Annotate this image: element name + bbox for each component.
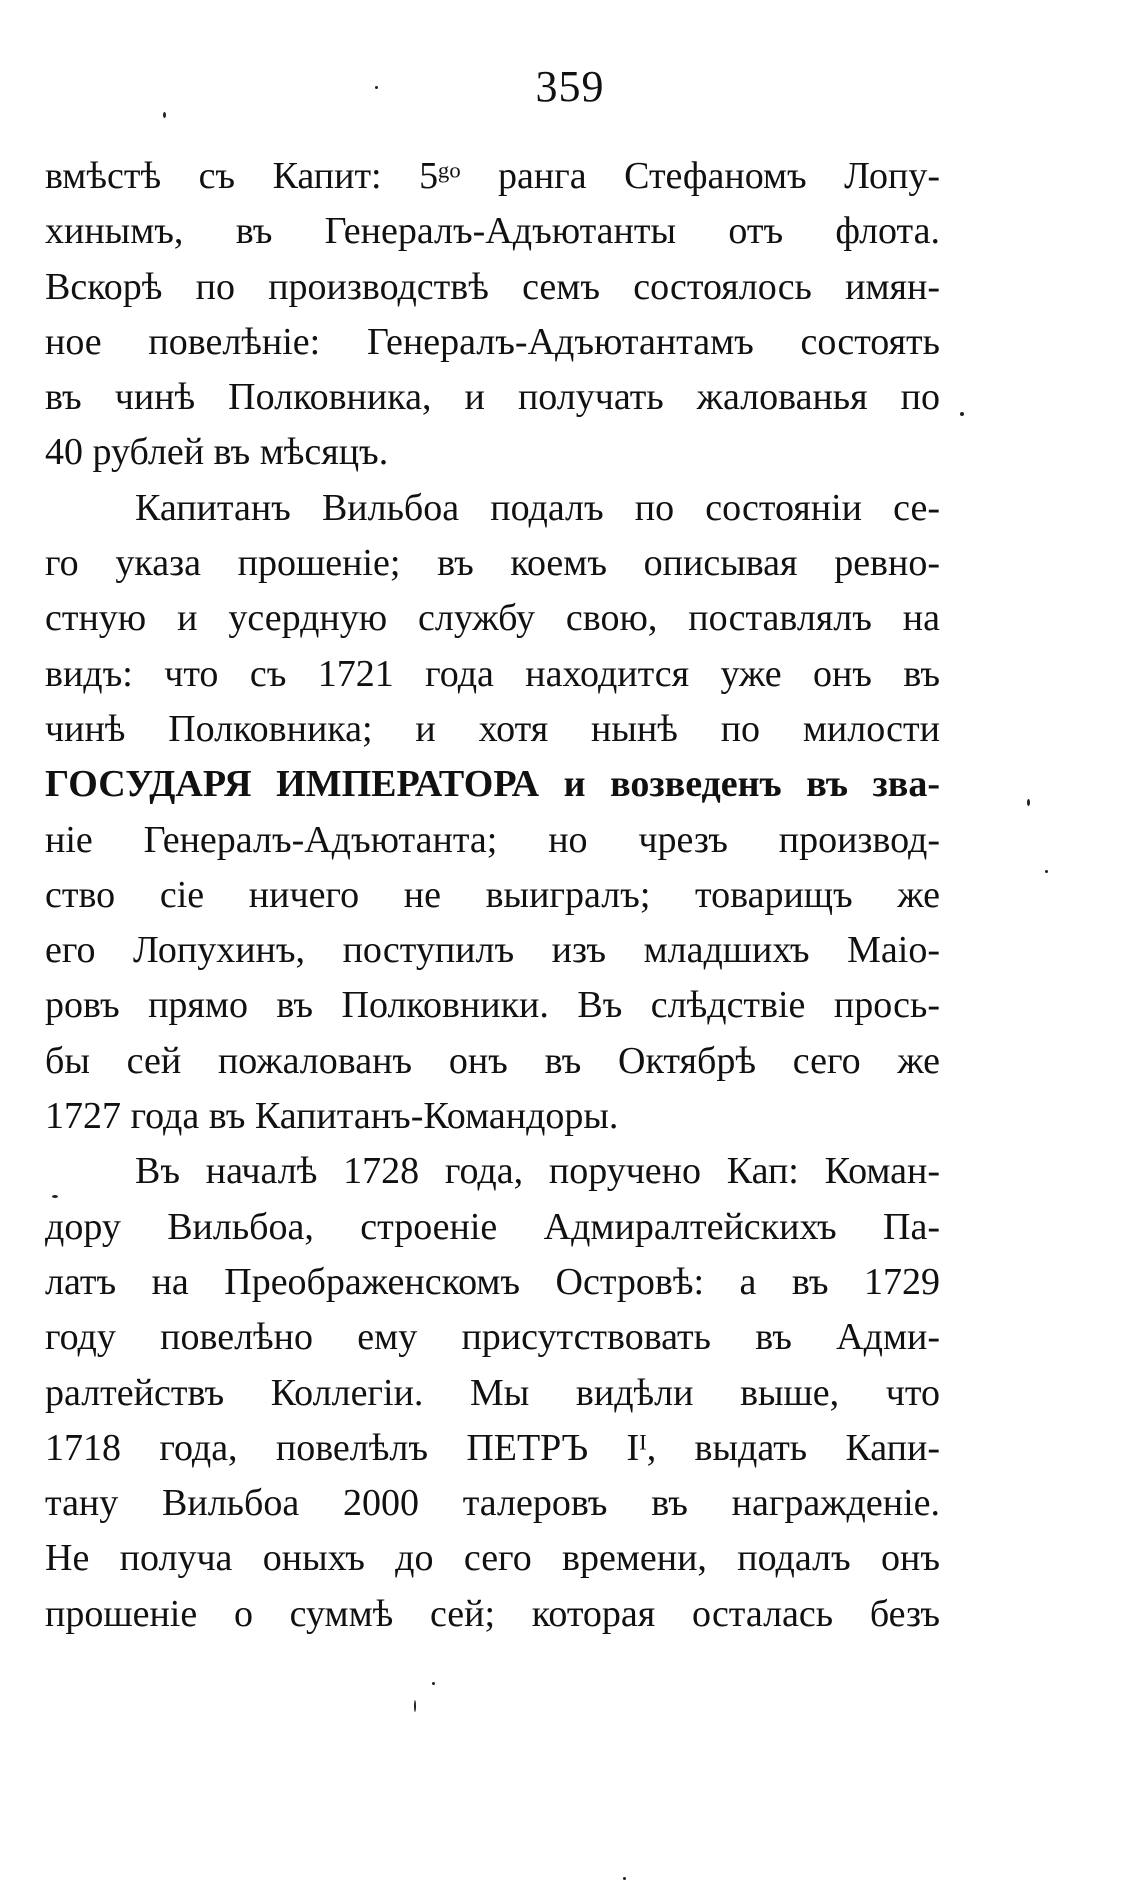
print-speck bbox=[52, 1195, 58, 1198]
text-line: Не получа оныхъ до сего времени, подалъ онъ bbox=[45, 1537, 940, 1580]
text-line: прошеніе о суммѣ сей; которая осталась безъ bbox=[45, 1592, 940, 1635]
text-line: его Лопухинъ, поступилъ изъ младшихъ Маіо- bbox=[45, 929, 940, 972]
text-line: Вскорѣ по производствѣ семъ состоялось имян- bbox=[45, 265, 940, 308]
text-line: году повелѣно ему присутствовать въ Адми- bbox=[45, 1316, 940, 1359]
text-line: чинѣ Полковника; и хотя нынѣ по милости bbox=[45, 707, 940, 750]
paragraph-first-line: Капитанъ Вильбоа подалъ по состояніи се- bbox=[135, 486, 940, 529]
print-speck bbox=[1027, 799, 1030, 806]
text-line: стную и усердную службу свою, поставлялъ на bbox=[45, 597, 940, 640]
print-speck bbox=[960, 412, 964, 416]
text-line: латъ на Преображенскомъ Островѣ: а въ 1729 bbox=[45, 1260, 940, 1303]
text-line: ралтействъ Коллегіи. Мы видѣли выше, что bbox=[45, 1371, 940, 1414]
text-line: хинымъ, въ Генералъ-Адъютанты отъ флота. bbox=[45, 210, 940, 253]
print-speck bbox=[432, 1682, 435, 1685]
text-line: ГОСУДАРЯ ИМПЕРАТОРА и возведенъ въ зва- bbox=[45, 763, 940, 806]
text-line: 40 рублей въ мѣсяцъ. bbox=[45, 431, 389, 474]
text-line: 1727 года въ Капитанъ-Командоры. bbox=[45, 1095, 619, 1138]
text-line: 1718 года, повелѣлъ ПЕТРЪ Iᴵ, выдать Капи- bbox=[45, 1426, 940, 1469]
print-speck bbox=[163, 112, 166, 118]
paragraph-first-line: Въ началѣ 1728 года, поручено Кап: Коман- bbox=[135, 1150, 940, 1193]
print-speck bbox=[623, 1877, 626, 1880]
page-number: 359 bbox=[535, 62, 605, 111]
text-line: ное повелѣніе: Генералъ-Адъютантамъ состоять bbox=[45, 320, 940, 363]
text-line: го указа прошеніе; въ коемъ описывая ревно- bbox=[45, 542, 940, 585]
print-speck bbox=[414, 1700, 416, 1712]
text-line: ніе Генералъ-Адъютанта; но чрезъ производ- bbox=[45, 818, 940, 861]
print-speck bbox=[1045, 870, 1048, 873]
text-line: ровъ прямо въ Полковники. Въ слѣдствіе прось- bbox=[45, 984, 940, 1027]
text-line: вмѣстѣ съ Капит: 5ᵍᵒ ранга Стефаномъ Лопу- bbox=[45, 155, 940, 197]
text-line: въ чинѣ Полковника, и получать жалованья по bbox=[45, 376, 940, 419]
text-line: ство сіе ничего не выигралъ; товарищъ же bbox=[45, 873, 940, 916]
text-line: дору Вильбоа, строеніе Адмиралтейскихъ Па- bbox=[45, 1205, 940, 1248]
text-line: тану Вильбоа 2000 талеровъ въ награжденіе. bbox=[45, 1482, 940, 1525]
text-line: бы сей пожалованъ онъ въ Октябрѣ сего же bbox=[45, 1039, 940, 1082]
body-text bbox=[45, 149, 940, 1642]
text-line: видъ: что съ 1721 года находится уже онъ въ bbox=[45, 652, 940, 695]
print-speck bbox=[375, 86, 378, 89]
